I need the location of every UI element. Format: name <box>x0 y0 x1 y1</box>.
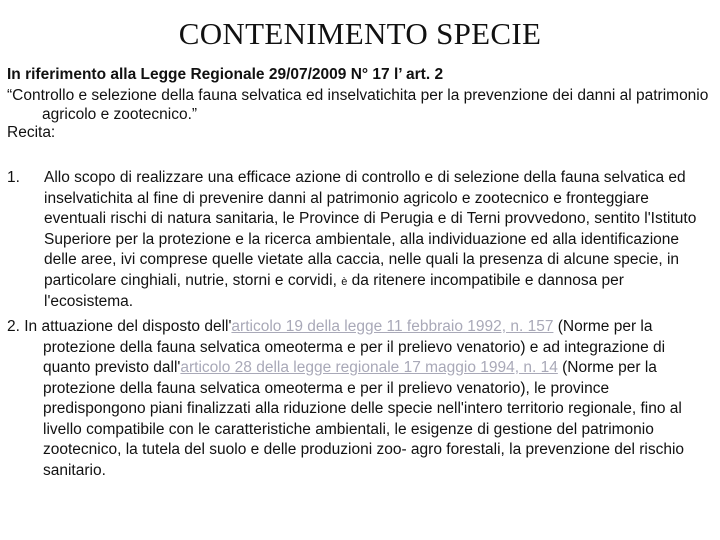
paragraph-1 <box>7 168 715 313</box>
law-reference-heading: In riferimento alla Legge Regionale 29/07/2009 N° 17 l’ art. 2 <box>7 66 444 83</box>
paragraph-2-text-b: (Norme per la protezione della fauna selvatica omeoterma e per il prelievo venatorio) e ad integrazione di quanto previsto dall' <box>43 318 666 376</box>
law-157-link[interactable]: articolo 19 della legge 11 febbraio 1992, n. 157 <box>231 318 554 335</box>
paragraph-1-number: 1. <box>7 169 20 186</box>
regional-law-14-link[interactable]: articolo 28 della legge regionale 17 maggio 1994, n. 14 <box>180 359 558 376</box>
paragraph-1-text-end: da ritenere incompatibile e dannosa per l'ecosistema. <box>44 271 624 310</box>
paragraph-2-text-a: 2. In attuazione del disposto dell' <box>7 318 232 335</box>
article-title-quote: “Controllo e selezione della fauna selvatica ed inselvatichita per la prevenzione dei danni al patrimonio agricolo e zootecnico.” <box>7 87 709 123</box>
page-title: CONTENIMENTO SPECIE <box>178 16 542 51</box>
paragraph-2-text-c: (Norme per la protezione della fauna selvatica omeoterma e per il prelievo venatorio), le province predispongono piani finalizzati alla riduzione delle specie nell'intero territorio regionale, fino al livello compatibile con le caratteristiche ambientali, le esigenze di gestione del patrimonio zootecnico, la tutela del suolo e delle produzioni zoo- agro forestali, la prevenzione del rischio sanitario. <box>43 359 685 479</box>
paragraph-2 <box>7 317 715 481</box>
paragraph-1-body <box>44 168 715 313</box>
paragraph-1-verb: è <box>341 275 348 288</box>
paragraph-1-text: Allo scopo di realizzare una efficace azione di controllo e di selezione della fauna selvatica ed inselvatichita al fine di prevenire danni al patrimonio agricolo e zootecnico e fronteggiare eventuali rischi di natura sanitaria, le Province di Perugia e di Terni provvedono, sentito l'Istituto Superiore per la protezione e la ricerca ambientale, alla individuazione ed alla identificazione delle aree, ivi comprese quelle vietate alla caccia, nelle quali la presenza di alcune specie, in particolare cinghiali, nutrie, storni e corvidi, <box>44 169 697 289</box>
recita-label: Recita: <box>7 124 56 141</box>
